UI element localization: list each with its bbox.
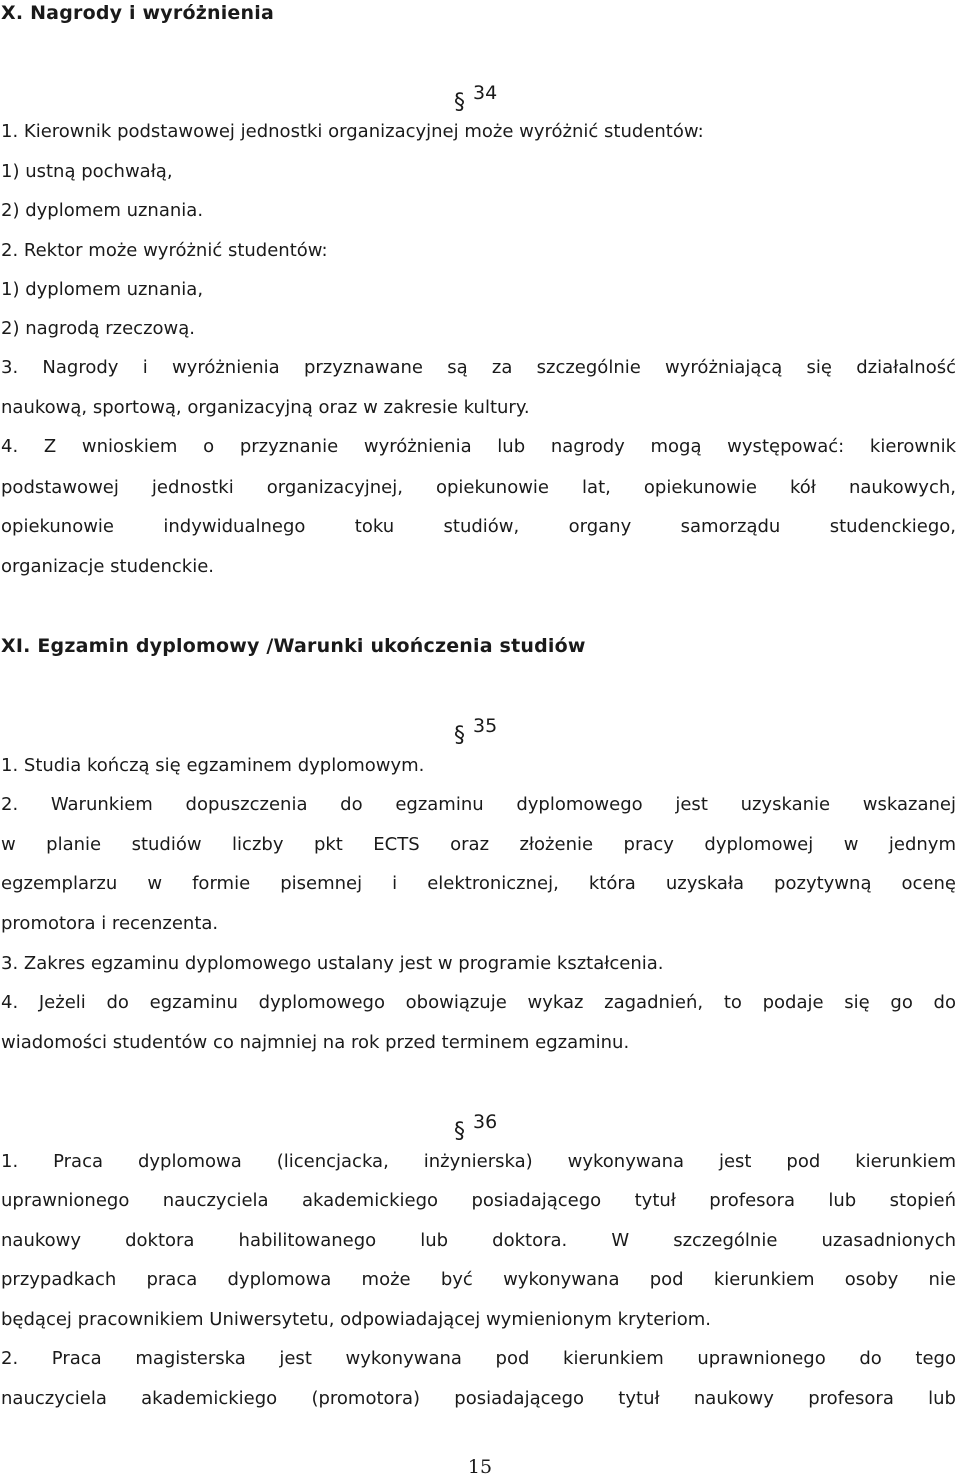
text-line: nauczyciela akademickiego (promotora) posiadającego tytuł naukowy profesora lub [1,1388,956,1409]
paragraph-sign: § [454,723,465,748]
text-line: 2) dyplomem uznania. [1,200,204,221]
paragraph-number: 34 [473,82,498,104]
text-line: organizacje studenckie. [1,556,215,577]
section-heading-diploma-exam: XI. Egzamin dyplomowy /Warunki ukończenia studiów [1,635,586,657]
text-line: uprawnionego nauczyciela akademickiego posiadającego tytuł profesora lub stopień [1,1190,956,1211]
text-line: 2. Praca magisterska jest wykonywana pod kierunkiem uprawnionego do tego [1,1348,956,1369]
paragraph-number-35 [454,715,498,748]
text-line: 3. Nagrody i wyróżnienia przyznawane są za szczególnie wyróżniającą się działalność [1,357,956,378]
text-line: egzemplarzu w formie pisemnej i elektronicznej, która uzyskała pozytywną ocenę [1,873,956,894]
text-line: 1. Studia kończą się egzaminem dyplomowym. [1,755,425,776]
text-line: 1. Praca dyplomowa (licencjacka, inżynierska) wykonywana jest pod kierunkiem [1,1151,956,1172]
text-line: promotora i recenzenta. [1,913,219,934]
section-heading-awards: X. Nagrody i wyróżnienia [1,2,274,24]
paragraph-number-34 [454,82,498,115]
paragraph-sign: § [454,90,465,115]
text-line: 2) nagrodą rzeczową. [1,318,196,339]
text-line: 3. Zakres egzaminu dyplomowego ustalany jest w programie kształcenia. [1,953,664,974]
text-line: naukową, sportową, organizacyjną oraz w zakresie kultury. [1,397,530,418]
paragraph-number: 35 [473,715,498,737]
text-line: przypadkach praca dyplomowa może być wykonywana pod kierunkiem osoby nie [1,1269,956,1290]
text-line: w planie studiów liczby pkt ECTS oraz złożenie pracy dyplomowej w jednym [1,834,956,855]
text-line: 1) ustną pochwałą, [1,161,173,182]
text-line: podstawowej jednostki organizacyjnej, opiekunowie lat, opiekunowie kół naukowych, [1,477,956,498]
text-line: opiekunowie indywidualnego toku studiów, organy samorządu studenckiego, [1,516,956,537]
paragraph-number-36 [454,1111,498,1144]
paragraph-sign: § [454,1119,465,1144]
text-line: 2. Warunkiem dopuszczenia do egzaminu dyplomowego jest uzyskanie wskazanej [1,794,956,815]
text-line: będącej pracownikiem Uniwersytetu, odpowiadającej wymienionym kryteriom. [1,1309,711,1330]
text-line: 2. Rektor może wyróżnić studentów: [1,240,328,261]
text-line: naukowy doktora habilitowanego lub doktora. W szczególnie uzasadnionych [1,1230,956,1251]
page-number: 15 [467,1456,493,1478]
text-line: 4. Z wnioskiem o przyznanie wyróżnienia lub nagrody mogą występować: kierownik [1,436,956,457]
text-line: 1) dyplomem uznania, [1,279,204,300]
text-line: wiadomości studentów co najmniej na rok przed terminem egzaminu. [1,1032,630,1053]
text-line: 1. Kierownik podstawowej jednostki organizacyjnej może wyróżnić studentów: [1,121,704,142]
text-line: 4. Jeżeli do egzaminu dyplomowego obowiązuje wykaz zagadnień, to podaje się go do [1,992,956,1013]
paragraph-number: 36 [473,1111,498,1133]
